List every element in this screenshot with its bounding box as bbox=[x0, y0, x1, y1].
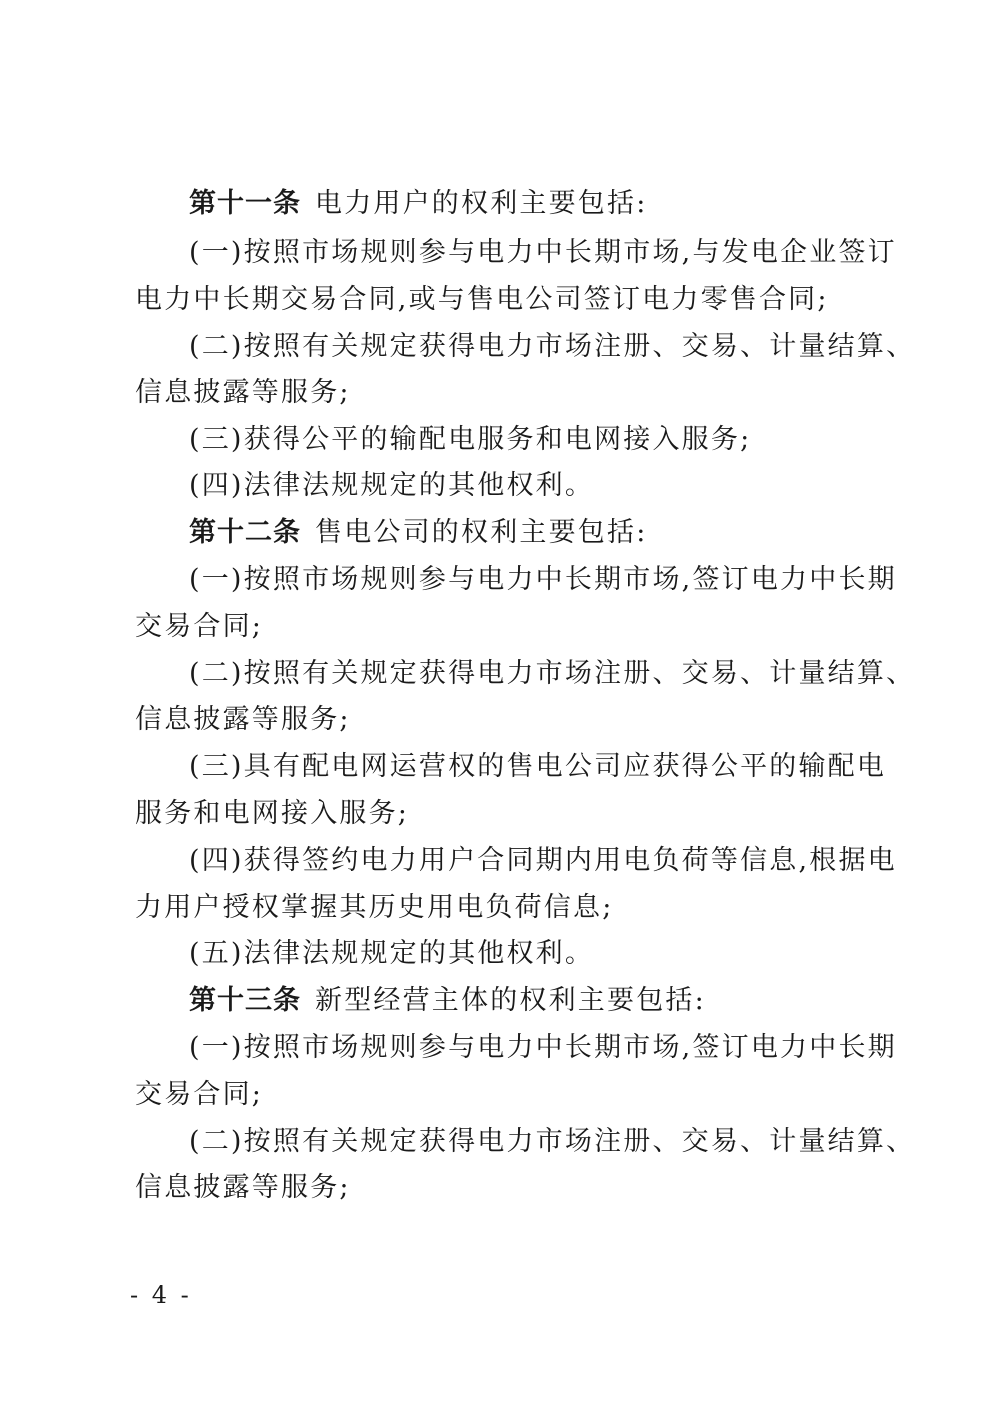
article-13-title: 第十三条 bbox=[189, 985, 301, 1016]
article-12-intro: 售电公司的权利主要包括: bbox=[315, 517, 648, 548]
article-12-item-4-line-2: 力用户授权掌握其历史用电负荷信息; bbox=[135, 892, 614, 923]
article-12-item-4-line-1: (四)获得签约电力用户合同期内用电负荷等信息,根据电 bbox=[189, 845, 897, 876]
article-12-title: 第十二条 bbox=[189, 517, 301, 548]
article-11-item-1-line-2: 电力中长期交易合同,或与售电公司签订电力零售合同; bbox=[135, 284, 829, 315]
article-12-item-5: (五)法律法规规定的其他权利。 bbox=[189, 938, 595, 969]
article-11-item-3: (三)获得公平的输配电服务和电网接入服务; bbox=[189, 424, 752, 455]
article-12-item-2-line-2: 信息披露等服务; bbox=[135, 704, 351, 735]
article-12-item-3-line-1: (三)具有配电网运营权的售电公司应获得公平的输配电 bbox=[189, 751, 887, 782]
article-11-item-2-line-2: 信息披露等服务; bbox=[135, 377, 351, 408]
article-11-title: 第十一条 bbox=[189, 188, 301, 219]
article-13-item-1-line-1: (一)按照市场规则参与电力中长期市场,签订电力中长期 bbox=[189, 1032, 897, 1063]
article-11-item-1-line-1: (一)按照市场规则参与电力中长期市场,与发电企业签订 bbox=[189, 237, 897, 268]
article-11-item-4: (四)法律法规规定的其他权利。 bbox=[189, 470, 595, 501]
article-13-heading bbox=[189, 983, 880, 1019]
article-13-item-2-line-1: (二)按照有关规定获得电力市场注册、交易、计量结算、 bbox=[189, 1126, 916, 1157]
article-12-item-3-line-2: 服务和电网接入服务; bbox=[135, 798, 410, 829]
article-12-item-2-line-1: (二)按照有关规定获得电力市场注册、交易、计量结算、 bbox=[189, 658, 916, 689]
article-13-item-1-line-2: 交易合同; bbox=[135, 1079, 264, 1110]
article-13-item-2-line-2: 信息披露等服务; bbox=[135, 1172, 351, 1203]
article-11-intro: 电力用户的权利主要包括: bbox=[315, 188, 648, 219]
article-11-item-2-line-1: (二)按照有关规定获得电力市场注册、交易、计量结算、 bbox=[189, 331, 916, 362]
article-11-heading bbox=[189, 186, 880, 222]
article-12-item-1-line-2: 交易合同; bbox=[135, 611, 264, 642]
article-12-heading bbox=[189, 515, 880, 551]
article-12-item-1-line-1: (一)按照市场规则参与电力中长期市场,签订电力中长期 bbox=[189, 564, 897, 595]
article-13-intro: 新型经营主体的权利主要包括: bbox=[315, 985, 706, 1016]
page-number: - 4 - bbox=[130, 1281, 192, 1309]
